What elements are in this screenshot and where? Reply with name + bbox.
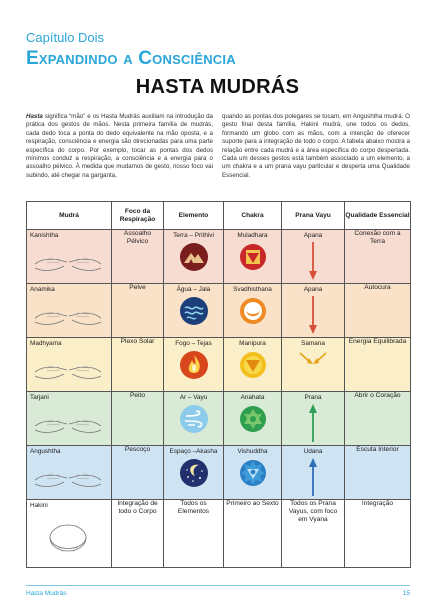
- vayu-text: Udana: [303, 448, 323, 455]
- vayu-text: Samana: [301, 340, 325, 347]
- hand-illustration-icon: [33, 408, 103, 440]
- vayu-arrow-down-icon: [308, 241, 318, 281]
- anahata-chakra-icon: [238, 404, 268, 434]
- chakra-text: Vishuddha: [237, 448, 268, 455]
- header-element: Elemento: [164, 202, 224, 230]
- chakra-text: Svadhisthana: [233, 286, 272, 293]
- vayu-text: Apana: [303, 286, 323, 293]
- focus-text: Integração de todo o Corpo: [117, 500, 158, 515]
- hand-illustration-icon: [33, 246, 103, 278]
- focus-cell: [112, 392, 164, 446]
- element-cell: [164, 338, 224, 392]
- page-number: 15: [402, 590, 410, 597]
- mudra-cell: [27, 230, 112, 284]
- vayu-cell: [282, 392, 345, 446]
- mudra-cell: [27, 446, 112, 500]
- vayu-text: Todos os Prana Vayus, com foco em Vyana: [288, 500, 338, 523]
- space-element-icon: [179, 458, 209, 488]
- chakra-cell: [224, 230, 282, 284]
- element-text: Ar – Vayu: [179, 394, 208, 401]
- chapter-label: Capítulo Dois: [26, 30, 105, 45]
- quality-text: Escuta Interior: [356, 446, 399, 453]
- header-quality: Qualidade Essencial: [345, 202, 411, 230]
- chakra-cell: [224, 500, 282, 568]
- chakra-text: Muladhara: [237, 232, 268, 239]
- table-row: [27, 392, 411, 446]
- focus-text: Pescoço: [124, 446, 151, 453]
- water-element-icon: [179, 296, 209, 326]
- mudra-name: Hakini: [30, 502, 48, 509]
- vayu-cell: [282, 446, 345, 500]
- hand-illustration-icon: [33, 462, 103, 494]
- footer-title: Hasta Mudrás: [26, 590, 67, 597]
- vayu-arrow-inward-icon: [298, 349, 328, 377]
- mudra-name: Anamika: [30, 286, 55, 293]
- element-cell: [164, 284, 224, 338]
- element-cell: [164, 230, 224, 284]
- quality-text: Energia Equilibrada: [348, 338, 407, 345]
- element-text: Todos os Elementos: [177, 500, 210, 515]
- vayu-cell: [282, 230, 345, 284]
- mudra-table: [26, 201, 411, 568]
- vishuddha-chakra-icon: [238, 458, 268, 488]
- header-focus: Foco da Respiração: [112, 202, 164, 230]
- fire-element-icon: [179, 350, 209, 380]
- element-text: Fogo – Tejas: [175, 340, 212, 347]
- muladhara-chakra-icon: [238, 242, 268, 272]
- focus-cell: [112, 500, 164, 568]
- table-row: [27, 284, 411, 338]
- quality-text: Autocura: [364, 284, 391, 291]
- element-text: Espaço –Akasha: [169, 448, 218, 455]
- intro-term: Hasta: [26, 113, 43, 120]
- quality-text: Integração: [361, 500, 394, 507]
- page-title: HASTA MUDRÁS: [135, 76, 300, 98]
- intro-paragraph-left: [26, 113, 213, 180]
- table-row: [27, 500, 411, 568]
- mudra-cell: [27, 392, 112, 446]
- intro-paragraph-right: quando as pontas dos polegares se tocam, em Angushtha mudrá. O gesto final desta família, Hakini mudrá, une todos os dedos, formando um globo com as mãos, com a intenção de oferecer suporte para a integração de todo o corpo. A tabela abaixo mostra a relação entre cada mudrá e a área específica do corpo despertada. Cada um desses gestos está também associado a um elemento, a um chakra e a um prana vayu particular e desperta uma Qualidade Essencial.: [222, 113, 410, 179]
- table-row: [27, 230, 411, 284]
- vayu-cell: [282, 284, 345, 338]
- vayu-arrow-up-icon: [308, 403, 318, 443]
- svadhisthana-chakra-icon: [238, 296, 268, 326]
- focus-cell: [112, 338, 164, 392]
- earth-element-icon: [179, 242, 209, 272]
- manipura-chakra-icon: [238, 350, 268, 380]
- quality-cell: [345, 230, 411, 284]
- focus-cell: [112, 446, 164, 500]
- element-text: Água – Jala: [176, 286, 211, 293]
- focus-text: Peito: [129, 392, 146, 399]
- focus-text: Plexo Solar: [120, 338, 155, 345]
- vayu-arrow-up-icon: [308, 457, 318, 497]
- hand-globe-icon: [33, 518, 103, 558]
- table-row: [27, 338, 411, 392]
- hand-illustration-icon: [33, 300, 103, 332]
- mudra-name: Tarjani: [30, 394, 49, 401]
- mudra-name: Angushtha: [30, 448, 61, 455]
- focus-cell: [112, 230, 164, 284]
- mudra-name: Madhyama: [30, 340, 62, 347]
- header-chakra: Chakra: [224, 202, 282, 230]
- chakra-cell: [224, 338, 282, 392]
- element-text: Terra – Prithivi: [173, 232, 214, 239]
- chakra-cell: [224, 446, 282, 500]
- element-cell: [164, 446, 224, 500]
- vayu-arrow-down-icon: [308, 295, 318, 335]
- table-header-row: [27, 202, 411, 230]
- mudra-cell: [27, 338, 112, 392]
- mudra-cell: [27, 500, 112, 568]
- intro-text-left: significa “mão” e os Hasta Mudrás auxiliam na introdução da prática dos gestos de mãos. Nesta primeira família de mudrás, cada dedo toca a ponta do dedo equivalente na mão oposta, e a respiração, consciência e energia são direcionadas para uma parte específica do corpo. Por exemplo, tocar as pontas dos dedos mínimos conduz a respiração, a consciência e a energia para o assoalho pélvico. À medida que mudamos de gesto, nosso foco vai subindo, até chegar na garganta,: [26, 113, 213, 179]
- quality-text: Abrir o Coração: [354, 392, 401, 399]
- vayu-cell: [282, 500, 345, 568]
- focus-text: Assoalho Pélvico: [123, 230, 152, 245]
- table-row: [27, 446, 411, 500]
- quality-cell: [345, 338, 411, 392]
- focus-cell: [112, 284, 164, 338]
- quality-cell: [345, 500, 411, 568]
- header-vayu: Prana Vayu: [282, 202, 345, 230]
- vayu-text: Prana: [304, 394, 322, 401]
- quality-cell: [345, 284, 411, 338]
- vayu-text: Apana: [303, 232, 323, 239]
- hand-illustration-icon: [33, 354, 103, 386]
- section-title: Expandindo a Consciência: [26, 48, 236, 69]
- focus-text: Pelve: [129, 284, 146, 291]
- air-element-icon: [179, 404, 209, 434]
- mudra-cell: [27, 284, 112, 338]
- chakra-text: Anahata: [240, 394, 265, 401]
- chakra-cell: [224, 392, 282, 446]
- header-mudra: Mudrá: [27, 202, 112, 230]
- chakra-cell: [224, 284, 282, 338]
- quality-cell: [345, 446, 411, 500]
- chakra-text: Manipura: [239, 340, 266, 347]
- element-cell: [164, 392, 224, 446]
- vayu-cell: [282, 338, 345, 392]
- footer-rule: [26, 585, 410, 586]
- quality-text: Conexão com a Terra: [354, 230, 401, 245]
- chakra-text: Primeiro ao Sexto: [226, 500, 279, 507]
- element-cell: [164, 500, 224, 568]
- quality-cell: [345, 392, 411, 446]
- mudra-name: Kanishtha: [30, 232, 59, 239]
